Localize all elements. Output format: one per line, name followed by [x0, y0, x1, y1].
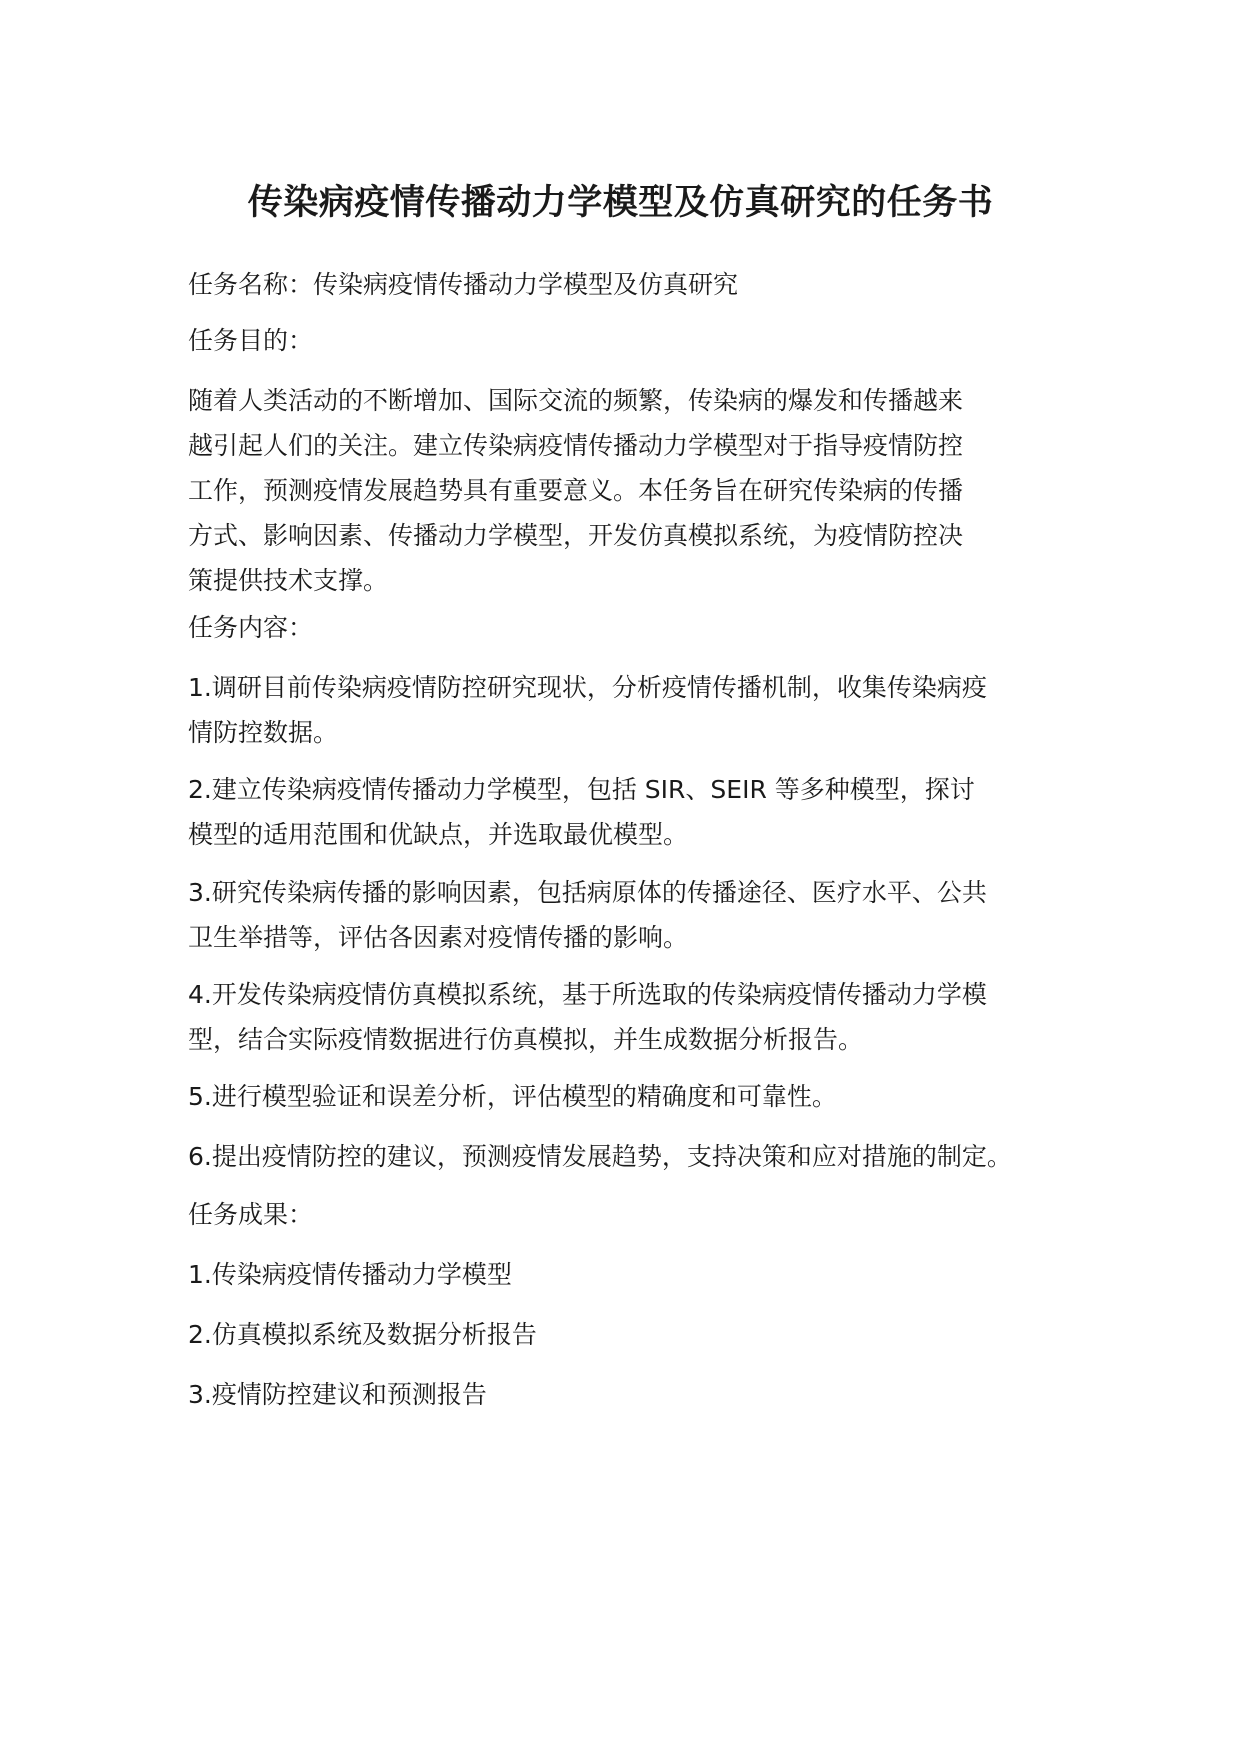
- content-item-line: 4.开发传染病疫情仿真模拟系统，基于所选取的传染病疫情传播动力学模: [188, 980, 987, 1009]
- purpose-heading: 任务目的：: [188, 326, 314, 355]
- content-item-line: 3.研究传染病传播的影响因素，包括病原体的传播途径、医疗水平、公共: [188, 878, 987, 907]
- content-item-line: 6.提出疫情防控的建议，预测疫情发展趋势，支持决策和应对措施的制定。: [188, 1142, 1012, 1171]
- purpose-line: 工作，预测疫情发展趋势具有重要意义。本任务旨在研究传染病的传播: [188, 476, 964, 505]
- result-item: 3.疫情防控建议和预测报告: [188, 1380, 487, 1409]
- results-heading: 任务成果：: [188, 1200, 314, 1229]
- content-item: [188, 1134, 1088, 1179]
- result-item: 2.仿真模拟系统及数据分析报告: [188, 1320, 537, 1349]
- content-item: [188, 972, 1088, 1062]
- purpose-line: 越引起人们的关注。建立传染病疫情传播动力学模型对于指导疫情防控: [188, 431, 964, 460]
- content-heading: 任务内容：: [188, 613, 314, 642]
- content-item-line: 模型的适用范围和优缺点，并选取最优模型。: [188, 820, 689, 849]
- result-item: 1.传染病疫情传播动力学模型: [188, 1260, 512, 1289]
- purpose-paragraph: [188, 378, 1088, 603]
- content-item-line: 卫生举措等，评估各因素对疫情传播的影响。: [188, 923, 689, 952]
- purpose-line: 策提供技术支撑。: [188, 566, 389, 595]
- content-item: [188, 870, 1088, 960]
- content-item: [188, 767, 1088, 857]
- content-item: [188, 665, 1088, 755]
- purpose-line: 方式、影响因素、传播动力学模型，开发仿真模拟系统，为疫情防控决: [188, 521, 964, 550]
- content-item-line: 型，结合实际疫情数据进行仿真模拟，并生成数据分析报告。: [188, 1025, 864, 1054]
- content-item: [188, 1074, 1088, 1119]
- content-item-line: 1.调研目前传染病疫情防控研究现状，分析疫情传播机制，收集传染病疫: [188, 673, 987, 702]
- task-name: 任务名称：传染病疫情传播动力学模型及仿真研究: [188, 270, 739, 299]
- document-title: 传染病疫情传播动力学模型及仿真研究的任务书: [247, 183, 994, 223]
- content-item-line: 2.建立传染病疫情传播动力学模型，包括 SIR、SEIR 等多种模型，探讨: [188, 775, 975, 804]
- purpose-line: 随着人类活动的不断增加、国际交流的频繁，传染病的爆发和传播越来: [188, 386, 964, 415]
- content-item-line: 5.进行模型验证和误差分析，评估模型的精确度和可靠性。: [188, 1082, 837, 1111]
- content-item-line: 情防控数据。: [188, 718, 339, 747]
